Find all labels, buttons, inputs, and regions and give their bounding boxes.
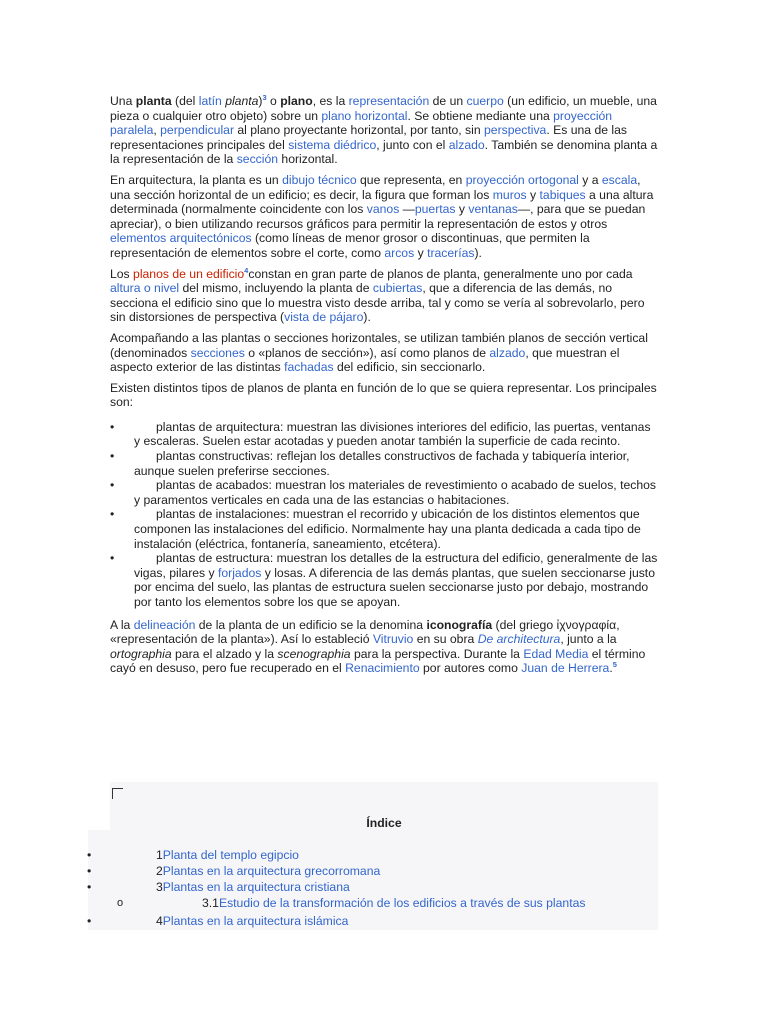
link-planos-de-un-edificio[interactable]: planos de un edificio [133, 266, 245, 281]
link-latin[interactable]: latín [198, 94, 222, 108]
link-sistema-diedrico[interactable]: sistema diédrico [288, 137, 377, 152]
link-alzado[interactable]: alzado [448, 137, 485, 152]
bullet-icon: • [110, 449, 115, 464]
list-item [110, 507, 658, 551]
link-cubiertas[interactable]: cubiertas [372, 281, 423, 296]
link-secciones[interactable]: secciones [190, 345, 245, 360]
link-escala[interactable]: escala [601, 172, 638, 187]
bullet-icon: • [87, 864, 92, 878]
text: , [153, 123, 161, 138]
toc-link[interactable]: Plantas en la arquitectura cristiana [162, 880, 350, 894]
text: constan en gran parte de planos de planta, generalmente uno por cada [248, 266, 633, 281]
list-item [110, 551, 658, 609]
bullet-icon: • [110, 478, 115, 493]
link-edad-media[interactable]: Edad Media [523, 646, 589, 661]
text: . Es una de las representaciones principales del [110, 123, 627, 152]
text: ) [258, 94, 263, 108]
reference-4[interactable]: 4 [244, 265, 249, 275]
link-proyeccion-paralela[interactable]: proyección paralela [110, 108, 613, 138]
text: Acompañando a las plantas o secciones horizontales, se utilizan también planos de sección vertical (denominados [110, 330, 648, 360]
link-tracerias[interactable]: tracerías [427, 245, 475, 260]
list-item-text: plantas de instalaciones: muestran el recorrido y ubicación de los distintos elementos que componen las instalaciones del edificio. Normalmente hay una planta dedicada a cada tipo de instalación (eléctrica, fontanería, saneamiento, etcétera). [134, 507, 641, 551]
bullet-icon: • [110, 507, 115, 522]
text: — [399, 202, 415, 217]
list-item-text: plantas de arquitectura: muestran las divisiones interiores del edificio, las puertas, ventanas y escaleras. Suelen estar acotadas y pueden anotar también la superficie de cada recinto. [134, 419, 651, 449]
link-alzado-2[interactable]: alzado [489, 345, 526, 360]
text: A la [110, 617, 134, 632]
toc-number: 3 [156, 880, 163, 894]
text: —, para que se puedan apreciar), o bien utilizando recursos gráficos para permitir la representación de estos y otros [110, 202, 646, 231]
text: . También se denomina planta a la representación de la [110, 137, 658, 167]
link-ventanas[interactable]: ventanas [468, 202, 518, 217]
text: (un edificio, un mueble, una pieza o cualquier otro objeto) sobre un [110, 94, 657, 123]
text: y [455, 202, 469, 217]
term-iconografia: iconografía [426, 617, 493, 632]
reference-3[interactable]: 3 [262, 93, 267, 102]
paragraph-building-plans [110, 267, 658, 325]
text: ). [363, 310, 371, 325]
circle-bullet-icon: o [117, 897, 124, 909]
text: del edificio, sin seccionarlo. [333, 360, 486, 375]
text: al plano proyectante horizontal, por tanto, sin [234, 123, 485, 138]
text: del mismo, incluyendo la planta de [179, 281, 373, 296]
link-vanos[interactable]: vanos [366, 202, 400, 217]
list-item [110, 420, 658, 449]
list-item-text: plantas constructivas: reflejan los detalles constructivos de fachada y tabiquería interior, aunque suelen preferirse secciones. [134, 449, 630, 478]
text: por autores como [419, 661, 522, 676]
term-planta: planta [135, 94, 172, 108]
paragraph-intro [110, 94, 658, 167]
text: , junto a la [560, 632, 617, 647]
paragraph-architecture [110, 173, 658, 261]
link-juan-de-herrera[interactable]: Juan de Herrera [521, 661, 610, 676]
text: para el alzado y la [171, 646, 278, 661]
bullet-icon: • [87, 848, 92, 862]
link-proyeccion-ortogonal[interactable]: proyección ortogonal [465, 172, 579, 187]
table-of-contents [0, 782, 768, 930]
text: a una altura determinada (normalmente coincidente con los [110, 187, 654, 217]
paragraph-iconografia [110, 618, 658, 676]
link-renacimiento[interactable]: Renacimiento [345, 661, 420, 676]
toc-number: 2 [156, 864, 163, 878]
text: Una [110, 94, 136, 108]
text: ). [474, 245, 482, 260]
text-italic: ortographia [110, 646, 172, 661]
bullet-icon: • [87, 914, 92, 928]
text: y [414, 245, 428, 260]
text-italic: planta [225, 94, 259, 108]
link-fachadas[interactable]: fachadas [284, 360, 334, 375]
text: o [266, 94, 281, 108]
text: y [526, 187, 540, 202]
link-delineacion[interactable]: delineación [133, 617, 196, 632]
text: (como líneas de menor grosor o discontinuas, que permiten la representación de elementos sobre el corte, como [110, 231, 590, 260]
list-item [110, 478, 658, 507]
text: de la planta de un edificio se la denomina [195, 617, 427, 632]
reference-5[interactable]: 5 [612, 660, 617, 670]
text: el término cayó en desuso, pero fue recuperado en el [110, 646, 646, 676]
plan-types-list [110, 420, 658, 610]
text: en su obra [413, 632, 478, 647]
text: . [609, 661, 613, 676]
list-item-text: plantas de acabados: muestran los materiales de revestimiento o acabado de suelos, techos y paramentos verticales en cada una de las estancias o habitaciones. [134, 478, 656, 507]
toc-number: 4 [156, 914, 163, 928]
toc-link[interactable]: Estudio de la transformación de los edificios a través de sus plantas [218, 896, 586, 910]
toc-link[interactable]: Plantas en la arquitectura grecorromana [162, 864, 381, 878]
text: . Se obtiene mediante una [407, 108, 554, 123]
link-altura-o-nivel[interactable]: altura o nivel [110, 281, 180, 296]
term-plano: plano [280, 94, 313, 108]
link-perpendicular[interactable]: perpendicular [160, 123, 235, 138]
paragraph-sections [110, 331, 658, 375]
toc-number: 1 [156, 848, 163, 862]
link-forjados[interactable]: forjados [218, 565, 262, 580]
text: para la perspectiva. Durante la [350, 646, 524, 661]
text: , es la [312, 94, 349, 108]
link-tabiques[interactable]: tabiques [539, 187, 586, 202]
text: (del [171, 94, 199, 108]
text: , que muestran el aspecto exterior de las distintas [110, 345, 620, 375]
text: , que a diferencia de las demás, no secciona el edificio sino que lo muestra visto desde arriba, tal y como se vería al sobrevolarlo, pero sin distorsiones de perspectiva ( [110, 281, 645, 325]
link-perspectiva[interactable]: perspectiva [484, 123, 547, 138]
link-representacion[interactable]: representación [348, 94, 430, 108]
link-arcos[interactable]: arcos [384, 245, 415, 260]
toc-link[interactable]: Planta del templo egipcio [162, 848, 299, 862]
link-de-architectura[interactable]: De architectura [477, 632, 561, 647]
paragraph-types-intro: Existen distintos tipos de planos de planta en función de lo que se quiera representar. Los principales son: [110, 380, 657, 410]
text: horizontal. [278, 152, 338, 167]
text: (del griego ἰχνογραφία, «representación de la planta»). Así lo estableció [110, 617, 620, 647]
bullet-icon: • [87, 880, 92, 894]
text: o «planos de sección»), así como planos de [244, 345, 490, 360]
bullet-icon: • [110, 419, 115, 434]
link-elementos-arquitectonicos[interactable]: elementos arquitectónicos [110, 231, 252, 246]
link-dibujo-tecnico[interactable]: dibujo técnico [282, 172, 357, 187]
text: que representa, en [356, 172, 466, 187]
text: Los [110, 266, 134, 281]
toc-number: 3.1 [202, 896, 219, 910]
link-vista-de-pajaro[interactable]: vista de pájaro [284, 310, 364, 325]
link-vitruvio[interactable]: Vitruvio [372, 632, 414, 647]
link-cuerpo[interactable]: cuerpo [466, 94, 504, 108]
text-italic: scenographia [277, 646, 351, 661]
toc-toggle-checkbox[interactable] [112, 788, 123, 799]
link-seccion[interactable]: sección [236, 152, 279, 167]
bullet-icon: • [110, 551, 115, 566]
toc-link[interactable]: Plantas en la arquitectura islámica [162, 914, 349, 928]
link-muros[interactable]: muros [492, 187, 527, 202]
list-item [110, 449, 658, 478]
text: En arquitectura, la planta es un [110, 172, 283, 187]
list-item-text: y losas. A diferencia de las demás plantas, que suelen seccionarse justo por encima del suelo, las plantas de estructura suelen seccionarse justo por debajo, mostrando por tanto los elementos sobre los que se apoyan. [134, 565, 655, 609]
toc-title: Índice [366, 816, 402, 830]
link-puertas[interactable]: puertas [414, 202, 456, 217]
text: , una sección horizontal de un edificio; es decir, la figura que forman los [110, 172, 641, 202]
text: y a [578, 172, 602, 187]
list-item-text: plantas de estructura: muestran los detalles de la estructura del edificio, generalmente de las vigas, pilares y [134, 551, 658, 580]
text: de un [429, 94, 467, 108]
article-body [110, 94, 658, 682]
link-plano-horizontal[interactable]: plano horizontal [321, 108, 408, 123]
text: , junto con el [376, 137, 449, 152]
